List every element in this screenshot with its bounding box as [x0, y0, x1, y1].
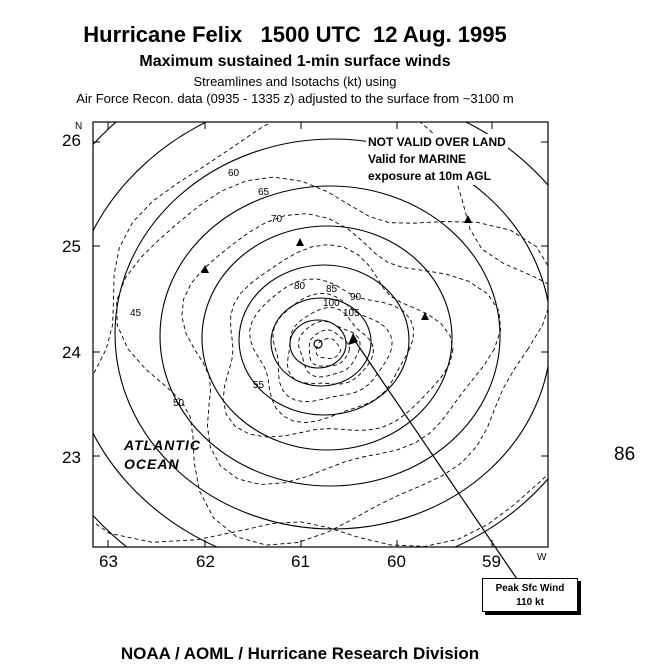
footer-credit: NOAA / AOML / Hurricane Research Division: [120, 644, 480, 663]
streamline: [115, 139, 551, 529]
peak-wind-box: [482, 578, 578, 612]
isotach-label: 85: [326, 284, 338, 295]
storm-center-marker: [314, 340, 322, 348]
isotach-label: 70: [271, 214, 283, 225]
lat-label-25: 25: [62, 237, 81, 256]
streamline: [68, 92, 604, 572]
validity-notice: [366, 134, 508, 185]
notice-line-3: exposure at 10m AGL: [368, 169, 491, 183]
map-subtitle: Maximum sustained 1-min surface winds: [139, 53, 451, 70]
notice-line-1: NOT VALID OVER LAND: [368, 135, 506, 149]
lon-label-59: 59: [482, 552, 501, 571]
flow-arrow: [296, 238, 304, 246]
lat-label-23: 23: [62, 448, 81, 467]
streamline: [160, 186, 500, 486]
isotach-label: 60: [228, 168, 240, 179]
isotach-label: 45: [130, 308, 142, 319]
method-line: Streamlines and Isotachs (kt) using: [193, 74, 397, 89]
isotach-contour: [299, 321, 361, 377]
lon-label-60: 60: [387, 552, 406, 571]
isotach-contour: [309, 330, 349, 366]
data-source-line: Air Force Recon. data (0935 - 1335 z) adjusted to the surface from ~3100 m: [76, 91, 514, 106]
isotach-label: 100: [323, 298, 340, 309]
ocean-label-atlantic: ATLANTIC: [124, 437, 201, 453]
streamlines: [19, 40, 653, 620]
lon-label-63: 63: [99, 552, 118, 571]
flow-arrow: [201, 265, 209, 273]
side-number: 86: [614, 444, 636, 465]
streamline: [19, 40, 653, 620]
lat-unit: N: [75, 121, 83, 132]
storm-center: [314, 340, 322, 348]
lat-label-24: 24: [62, 343, 81, 362]
isotach-label: 65: [258, 187, 270, 198]
peak-wind-label: Peak Sfc Wind: [495, 583, 565, 594]
isotach-label: 50: [173, 398, 185, 409]
peak-wind-value: 110 kt: [516, 597, 544, 608]
map-title: Hurricane Felix 1500 UTC 12 Aug. 1995: [83, 22, 507, 47]
lon-unit: W: [537, 552, 547, 563]
lon-label-62: 62: [196, 552, 215, 571]
isotach-label: 90: [350, 292, 362, 303]
isotach-contour: [316, 338, 340, 358]
isotach-label: 55: [253, 380, 265, 391]
isotach-label: 105: [343, 308, 360, 319]
ocean-label-ocean: OCEAN: [124, 456, 180, 472]
lon-label-61: 61: [291, 552, 310, 571]
isotach-contour: [223, 245, 453, 438]
isotach-label: 80: [294, 281, 306, 292]
lat-label-26: 26: [62, 131, 81, 150]
isotach-contour: [287, 308, 373, 385]
notice-line-2: Valid for MARINE: [368, 152, 467, 166]
